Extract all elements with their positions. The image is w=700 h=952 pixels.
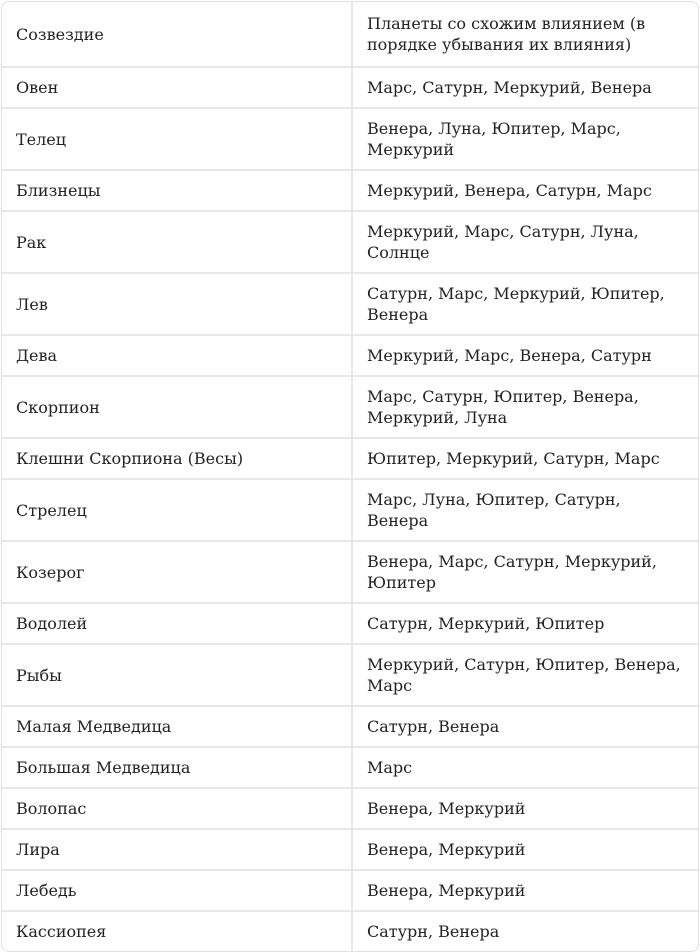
constellation-table-container — [1, 1, 699, 952]
constellation-cell: Водолей — [2, 603, 352, 644]
constellation-cell: Овен — [2, 67, 352, 108]
constellation-cell: Кассиопея — [2, 911, 352, 951]
constellation-cell: Рак — [2, 211, 352, 273]
table-row — [2, 170, 699, 211]
constellation-cell: Стрелец — [2, 479, 352, 541]
constellation-cell: Лебедь — [2, 870, 352, 911]
table-row — [2, 788, 699, 829]
constellation-cell: Клешни Скорпиона (Весы) — [2, 438, 352, 479]
constellation-cell: Телец — [2, 108, 352, 170]
constellation-planets-table — [2, 2, 699, 951]
table-row — [2, 911, 699, 951]
table-row — [2, 479, 699, 541]
table-row — [2, 870, 699, 911]
constellation-cell: Лев — [2, 273, 352, 335]
table-row — [2, 829, 699, 870]
table-row — [2, 376, 699, 438]
planets-cell: Сатурн, Венера — [367, 922, 500, 941]
table-row — [2, 438, 699, 479]
table-header — [2, 2, 699, 67]
table-row — [2, 541, 699, 603]
constellation-cell: Волопас — [2, 788, 352, 829]
planets-cell: Венера, Меркурий — [352, 829, 699, 870]
table-row — [2, 67, 699, 108]
planets-cell: Венера, Меркурий — [352, 788, 699, 829]
header-planets: Планеты со схожим влиянием (в порядке убывания их влияния) — [352, 2, 699, 67]
table-body — [2, 67, 699, 951]
planets-cell: Венера, Марс, Сатурн, Меркурий, Юпитер — [352, 541, 699, 603]
planets-cell: Марс, Сатурн, Меркурий, Венера — [352, 67, 699, 108]
constellation-cell: Дева — [2, 335, 352, 376]
planets-cell: Меркурий, Марс, Венера, Сатурн — [352, 335, 699, 376]
constellation-cell: Малая Медведица — [2, 706, 352, 747]
table-row — [2, 273, 699, 335]
constellation-cell: Большая Медведица — [2, 747, 352, 788]
table-row — [2, 211, 699, 273]
planets-cell: Сатурн, Марс, Меркурий, Юпитер, Венера — [352, 273, 699, 335]
planets-cell: Сатурн, Меркурий, Юпитер — [352, 603, 699, 644]
constellation-cell: Близнецы — [2, 170, 352, 211]
table-row — [2, 108, 699, 170]
planets-cell: Сатурн, Венера — [352, 706, 699, 747]
constellation-cell: Лира — [2, 829, 352, 870]
planets-cell: Марс, Луна, Юпитер, Сатурн, Венера — [352, 479, 699, 541]
table-row — [2, 335, 699, 376]
header-row — [2, 2, 699, 67]
header-constellation: Созвездие — [2, 2, 352, 67]
constellation-cell: Скорпион — [2, 376, 352, 438]
planets-cell: Венера, Луна, Юпитер, Марс, Меркурий — [352, 108, 699, 170]
planets-cell: Меркурий, Марс, Сатурн, Луна, Солнце — [352, 211, 699, 273]
planets-cell: Меркурий, Сатурн, Юпитер, Венера, Марс — [352, 644, 699, 706]
constellation-cell: Рыбы — [2, 644, 352, 706]
planets-cell: Меркурий, Венера, Сатурн, Марс — [352, 170, 699, 211]
table-row — [2, 644, 699, 706]
table-row — [2, 706, 699, 747]
planets-cell: Марс, Сатурн, Юпитер, Венера, Меркурий, Луна — [352, 376, 699, 438]
planets-cell: Марс — [352, 747, 699, 788]
table-row — [2, 747, 699, 788]
planets-cell: Венера, Меркурий — [352, 870, 699, 911]
table-row — [2, 603, 699, 644]
constellation-cell: Козерог — [2, 541, 352, 603]
planets-cell: Юпитер, Меркурий, Сатурн, Марс — [352, 438, 699, 479]
